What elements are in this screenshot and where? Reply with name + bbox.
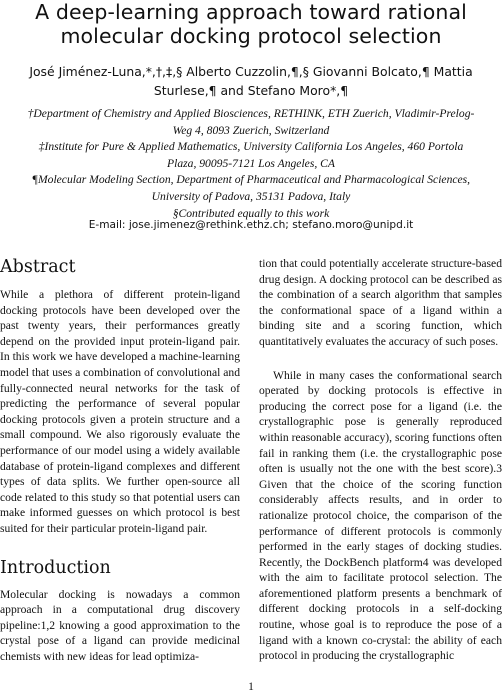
abstract-heading: Abstract (0, 257, 76, 277)
page-number: 1 (248, 681, 254, 693)
introduction-heading: Introduction (0, 557, 111, 578)
contact-email: E-mail: jose.jimenez@rethink.ethz.ch; stefano.moro@unipd.it (88, 219, 414, 231)
right-column (259, 256, 502, 664)
intro-paragraph-1: Molecular docking is nowadays a common approach in a computational drug discovery pipeline:1,2 knowing a good approximation to the crystal pose of a ligand can provide medicinal chemists with new ideas for lead optimiza- (0, 587, 240, 663)
affiliations (24, 106, 478, 222)
abstract-text: While a plethora of different protein-ligand docking protocols have been developed over the past twenty years, their performances greatly depend on the provided input protein-ligand pair. In this work we have developed a machine-learning model that uses a combination of convolutional and fully-connected neural networks for the task of predicting the performance of several popular docking protocols given a protein structure and a small compound. We also rigorously evaluate the performance of our model using a widely available database of protein-ligand complexes and different types of data splits. We further open-source all code related to this study so that potential users can make informed guesses on which protocol is best suited for their particular protein-ligand pair. (0, 288, 240, 535)
left-column (0, 256, 240, 664)
intro-paragraph-1-continued: tion that could potentially accelerate structure-based drug design. A docking protocol can be described as the combination of a search algorithm that samples the conformational space of a ligand within a binding site and a scoring function, which quantitatively evaluates the accuracy of such poses. (259, 257, 502, 348)
equal-contribution-note: §Contributed equally to this work (172, 206, 330, 220)
author-list: José Jiménez-Luna,*,†,‡,§ Alberto Cuzzolin,¶,§ Giovanni Bolcato,¶ Mattia Sturlese,¶ and Stefano Moro*,¶ (29, 64, 473, 98)
affiliation-ucla: ‡Institute for Pure & Applied Mathematics, University California Los Angeles, 460 Portola Plaza, 90095-7121 Los Angeles, CA (38, 140, 464, 170)
intro-paragraph-2: While in many cases the conformational search operated by docking protocols is effective in producing the correct pose for a ligand (i.e. the crystallographic pose is generally reproduced within reasonable accuracy), scoring functions often fail in ranking them (i.e. the crystallographic pose often is usually not the one with the best score).3 Given that the choice of the scoring function considerably affects results, and in order to rationalize protocol choice, the comparison of the performance of different protocols is commonly performed in the early stages of docking studies. Recently, the DockBench platform4 was developed with the aim to facilitate protocol selection. The aforementioned platform presents a benchmark of different docking protocols in a self-docking routine, whose goal is to reproduce the pose of a ligand with a known co-crystal: the ability of each protocol in producing the crystallographic (259, 368, 502, 663)
affiliation-eth: †Department of Chemistry and Applied Biosciences, RETHINK, ETH Zuerich, Vladimir-Prelog-Weg 4, 8093 Zuerich, Switzerland (27, 107, 475, 137)
paper-title: A deep-learning approach toward rational molecular docking protocol selection (35, 0, 467, 48)
affiliation-padova: ¶Molecular Modeling Section, Department of Pharmaceutical and Pharmacological Sciences, University of Padova, 35131 Padova, Italy (31, 173, 471, 203)
